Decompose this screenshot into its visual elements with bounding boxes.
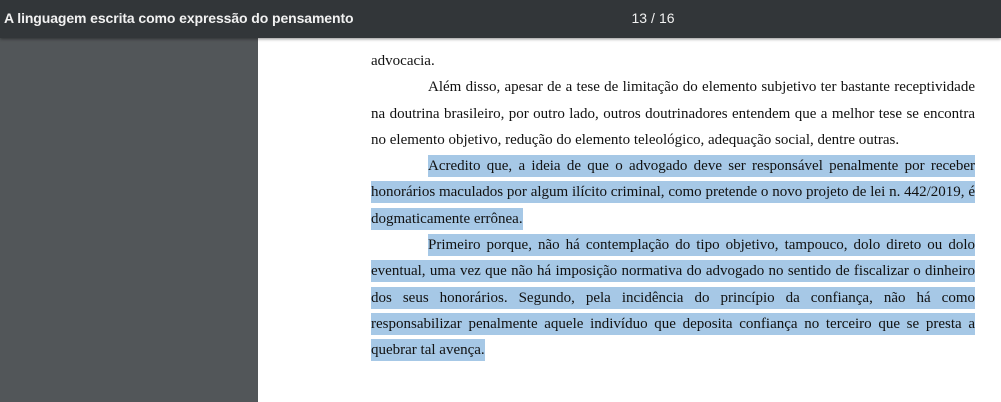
paragraph-selected — [371, 232, 975, 363]
paragraph — [371, 48, 975, 74]
selected-text[interactable]: Primeiro porque, não há contemplação do tipo objetivo, tampouco, dolo direto ou dolo eventual, uma vez que não há imposição normativa do advogado no sentido de fiscalizar o dinheiro dos seus honorários. Segundo, pela incidência do princípio da confiança, não há como responsabilizar penalmente aquele indivíduo que deposita confiança no terceiro que se presta a quebrar tal avença. — [371, 234, 975, 361]
selected-text[interactable]: Acredito que, a ideia de que o advogado deve ser responsável penalmente por receber honorários maculados por algum ilícito criminal, como pretende o novo projeto de lei n. 442/2019, é dogmaticamente errônea. — [371, 155, 975, 230]
total-pages: 16 — [658, 10, 675, 26]
paragraph — [371, 74, 975, 153]
paragraph-text: Além disso, apesar de a tese de limitação do elemento subjetivo ter bastante receptividade na doutrina brasileiro, por outro lado, outros doutrinadores entendem que a melhor tese se encontra no elemento objetivo, redução do elemento teleológico, adequação social, dentre outras. — [371, 79, 975, 148]
page-indicator — [620, 0, 686, 36]
page-text — [371, 48, 975, 364]
pdf-toolbar — [0, 0, 1001, 38]
paragraph-selected — [371, 153, 975, 232]
viewer-background-left — [0, 38, 258, 402]
pdf-page[interactable] — [258, 38, 1001, 402]
page-separator: / — [651, 10, 655, 26]
paragraph-text: advocacia. — [371, 53, 435, 69]
document-title: A linguagem escrita como expressão do pensamento — [4, 10, 354, 26]
current-page-number[interactable]: 13 — [631, 10, 648, 26]
